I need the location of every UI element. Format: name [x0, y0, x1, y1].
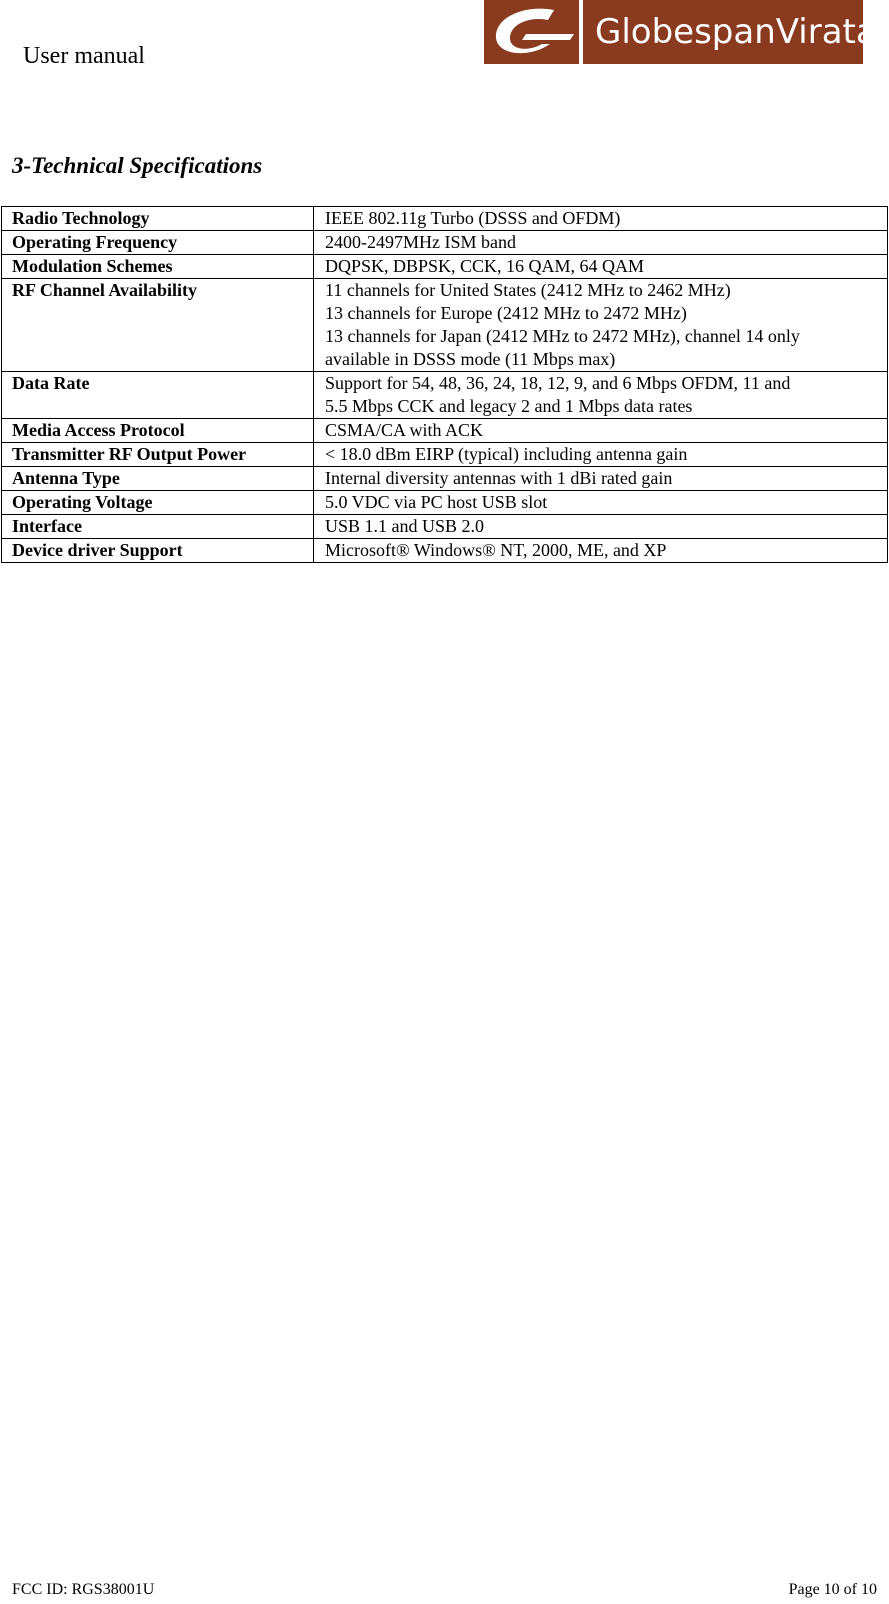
brand-name: GlobespanVirata [595, 12, 877, 52]
spec-label: RF Channel Availability [2, 279, 314, 372]
spec-value [314, 515, 888, 539]
spec-row [2, 255, 888, 279]
spec-value [314, 467, 888, 491]
page-number: Page 10 of 10 [788, 1581, 877, 1598]
spec-value-line: Microsoft® Windows® NT, 2000, ME, and XP [325, 540, 667, 560]
spec-label: Device driver Support [2, 539, 314, 563]
spec-value-line: 5.5 Mbps CCK and legacy 2 and 1 Mbps data rates [325, 396, 693, 416]
spec-row [2, 231, 888, 255]
spec-value [314, 231, 888, 255]
spec-value-line: Support for 54, 48, 36, 24, 18, 12, 9, and 6 Mbps OFDM, 11 and [325, 373, 791, 393]
spec-value-line: available in DSSS mode (11 Mbps max) [325, 349, 616, 369]
brand-logo [484, 0, 877, 64]
spec-value-line: 5.0 VDC via PC host USB slot [325, 492, 548, 512]
spec-row [2, 539, 888, 563]
spec-value-line: 13 channels for Japan (2412 MHz to 2472 MHz), channel 14 only [325, 326, 800, 346]
spec-label: Radio Technology [2, 207, 314, 231]
section-title: 3-Technical Specifications [12, 153, 263, 178]
spec-row [2, 207, 888, 231]
spec-label: Operating Voltage [2, 491, 314, 515]
specifications-table [1, 206, 888, 563]
globespan-g-logo-icon [484, 0, 579, 64]
spec-label: Operating Frequency [2, 231, 314, 255]
spec-row [2, 515, 888, 539]
spec-label: Modulation Schemes [2, 255, 314, 279]
spec-value-line: < 18.0 dBm EIRP (typical) including antenna gain [325, 444, 688, 464]
spec-row [2, 419, 888, 443]
spec-value [314, 372, 888, 419]
spec-value-line: IEEE 802.11g Turbo (DSSS and OFDM) [325, 208, 621, 228]
spec-label: Interface [2, 515, 314, 539]
spec-value-line: USB 1.1 and USB 2.0 [325, 516, 485, 536]
spec-row [2, 443, 888, 467]
spec-value-line: 2400-2497MHz ISM band [325, 232, 516, 252]
fcc-id: FCC ID: RGS38001U [12, 1581, 155, 1598]
spec-value [314, 443, 888, 467]
spec-value-line: CSMA/CA with ACK [325, 420, 484, 440]
spec-value [314, 491, 888, 515]
spec-row [2, 467, 888, 491]
spec-value-line: DQPSK, DBPSK, CCK, 16 QAM, 64 QAM [325, 256, 645, 276]
spec-label: Transmitter RF Output Power [2, 443, 314, 467]
spec-value [314, 419, 888, 443]
spec-row [2, 372, 888, 419]
spec-value [314, 279, 888, 372]
spec-label: Data Rate [2, 372, 314, 419]
spec-value [314, 207, 888, 231]
spec-value [314, 255, 888, 279]
spec-label: Antenna Type [2, 467, 314, 491]
spec-value [314, 539, 888, 563]
spec-row [2, 491, 888, 515]
spec-label: Media Access Protocol [2, 419, 314, 443]
spec-value-line: 13 channels for Europe (2412 MHz to 2472 MHz) [325, 303, 687, 323]
spec-value-line: 11 channels for United States (2412 MHz to 2462 MHz) [325, 280, 731, 300]
doc-type-label: User manual [23, 43, 145, 69]
spec-row [2, 279, 888, 372]
spec-value-line: Internal diversity antennas with 1 dBi rated gain [325, 468, 673, 488]
